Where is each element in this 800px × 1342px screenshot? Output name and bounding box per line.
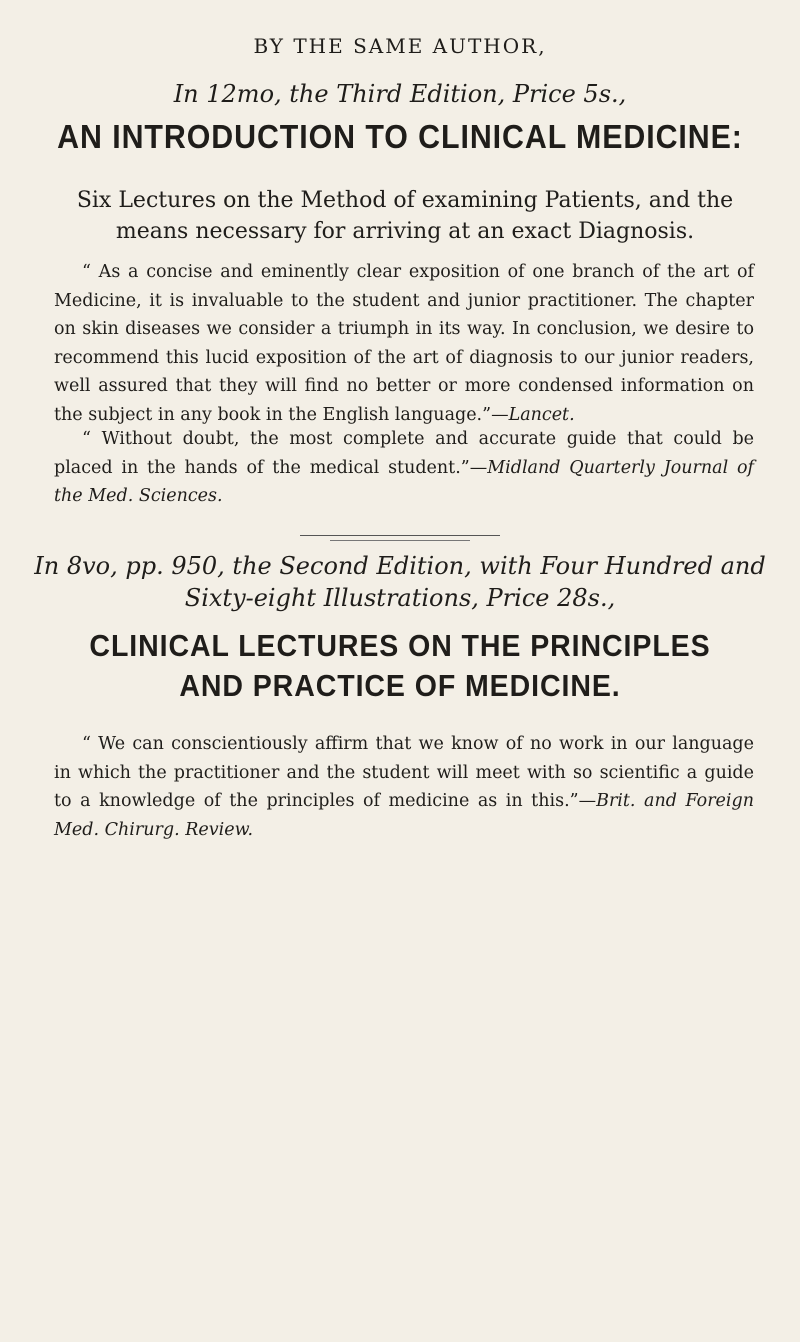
- book1-title: AN INTRODUCTION TO CLINICAL MEDICINE:: [57, 118, 743, 155]
- book2-edition-line-2: Sixty-eight Illustrations, Price 28s.,: [184, 584, 616, 612]
- book2-title-line-1: CLINICAL LECTURES ON THE PRINCIPLES: [89, 628, 711, 663]
- review-text: “ Without doubt, the most complete and accurate guide that could be placed in the hands of the medical student.”—: [54, 429, 754, 478]
- section-divider-secondary: [330, 540, 470, 541]
- header-by-same-author: BY THE SAME AUTHOR,: [253, 34, 547, 58]
- book1-subtitle: Six Lectures on the Method of examining Patients, and the means necessary for arriving at an exact Diagnosis.: [76, 188, 734, 244]
- section-divider: [300, 535, 500, 536]
- review-text: “ As a concise and eminently clear exposition of one branch of the art of Medicine, it is invaluable to the student and junior practitioner. The chapter on skin diseases we consider a triumph in its way. In conclusion, we desire to recommend this lucid exposition of the art of diagnosis to our junior readers, well assured that they will find no better or more condensed information on the subject in any book in the English language.”—: [54, 262, 754, 425]
- review-source: Midland Quarterly Journal of the Med. Sciences.: [54, 457, 754, 506]
- book2-title-line-2: AND PRACTICE OF MEDICINE.: [179, 668, 621, 703]
- review-source: Lancet.: [508, 404, 575, 425]
- review-source: Brit. and Foreign Med. Chirurg. Review.: [54, 791, 754, 840]
- review-text: “ We can conscientiously affirm that we know of no work in our language in which the practitioner and the student will meet with so scientific a guide to a knowledge of the principles of medicine as in this.”—: [54, 734, 754, 811]
- book2-edition-line-1: In 8vo, pp. 950, the Second Edition, with Four Hundred and: [34, 552, 766, 580]
- book1-review-lancet: [54, 258, 754, 429]
- book2-review-brit-foreign: [54, 730, 754, 844]
- book1-review-midland: [54, 425, 754, 511]
- book1-edition-line: In 12mo, the Third Edition, Price 5s.,: [173, 80, 627, 108]
